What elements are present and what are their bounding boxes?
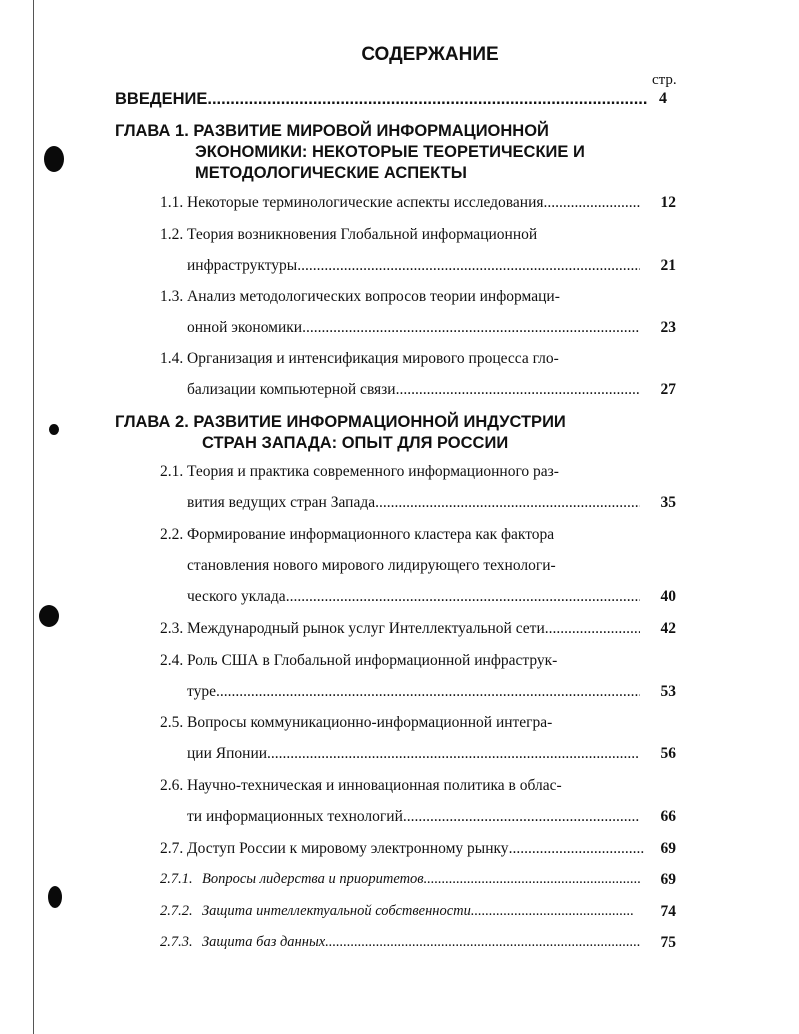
dot-leader xyxy=(286,588,640,606)
section-number: 2.7.1. xyxy=(160,871,193,887)
section-number: 1.4. xyxy=(160,350,184,367)
toc-entry-1-3[interactable] xyxy=(160,288,676,340)
dot-leader xyxy=(396,381,640,399)
chapter-heading-line: ЭКОНОМИКИ: НЕКОТОРЫЕ ТЕОРЕТИЧЕСКИЕ И xyxy=(195,143,585,161)
section-title: Анализ методологических вопросов теории информаци- xyxy=(187,288,560,305)
chapter-heading-line: ГЛАВА 1. РАЗВИТИЕ МИРОВОЙ ИНФОРМАЦИОННОЙ xyxy=(115,122,549,140)
section-title: Научно-техническая и инновационная политика в облас- xyxy=(187,777,562,794)
section-number: 1.3. xyxy=(160,288,184,305)
dot-leader xyxy=(297,257,640,275)
dot-leader xyxy=(325,934,640,951)
section-title-continued: онной экономики xyxy=(187,319,303,336)
section-number: 2.7.2. xyxy=(160,903,193,919)
toc-entry-1-4[interactable] xyxy=(160,350,676,402)
page-number: 75 xyxy=(660,934,676,951)
chapter-heading-line: СТРАН ЗАПАДА: ОПЫТ ДЛЯ РОССИИ xyxy=(202,434,509,452)
section-title: Теория возникновения Глобальной информационной xyxy=(187,226,538,243)
section-number: 1.2. xyxy=(160,226,184,243)
chapter-1-heading[interactable] xyxy=(115,121,585,184)
section-number: 2.6. xyxy=(160,777,184,794)
page-number: 35 xyxy=(660,494,676,511)
section-title-continued: ческого уклада xyxy=(187,588,286,605)
page-title: СОДЕРЖАНИЕ xyxy=(361,44,499,65)
page-number: 27 xyxy=(660,381,676,398)
section-title-continued: инфраструктуры xyxy=(187,257,298,274)
section-title: Теория и практика современного информационного раз- xyxy=(187,463,559,480)
ink-blot xyxy=(48,886,62,908)
page-number: 40 xyxy=(660,588,676,605)
ink-blot xyxy=(49,424,59,435)
dot-leader xyxy=(403,808,640,826)
page-number: 12 xyxy=(660,194,676,211)
dot-leader xyxy=(375,494,640,512)
dot-leader xyxy=(424,871,640,888)
page-number: 74 xyxy=(660,903,676,920)
toc-entry-2-6[interactable] xyxy=(160,777,676,829)
dot-leader xyxy=(545,620,640,638)
ink-blot xyxy=(39,605,59,627)
section-title-continued: туре xyxy=(187,683,216,700)
dot-leader xyxy=(509,840,644,858)
toc-entry-1-2[interactable] xyxy=(160,226,676,278)
chapter-2-heading[interactable] xyxy=(115,412,566,454)
section-title: Некоторые терминологические аспекты исследования xyxy=(187,194,544,211)
section-title: Международный рынок услуг Интеллектуальной сети xyxy=(187,620,545,637)
toc-entry-2-1[interactable] xyxy=(160,463,676,515)
dot-leader xyxy=(544,194,640,212)
section-title: Вопросы лидерства и приоритетов xyxy=(202,871,424,887)
section-title-continued: ти информационных технологий xyxy=(187,808,403,825)
page-number: 4 xyxy=(659,90,667,107)
page-column-header: стр. xyxy=(652,72,677,88)
section-title-continued: вития ведущих стран Запада xyxy=(187,494,376,511)
section-number: 2.7. xyxy=(160,840,184,857)
toc-entry-2-5[interactable] xyxy=(160,714,676,766)
section-number: 2.4. xyxy=(160,652,184,669)
section-number: 1.1. xyxy=(160,194,184,211)
scan-edge-line xyxy=(33,0,34,1034)
page-number: 56 xyxy=(660,745,676,762)
page-number: 21 xyxy=(660,257,676,274)
ink-blot xyxy=(44,146,64,172)
page-number: 69 xyxy=(660,840,676,857)
page-number: 69 xyxy=(660,871,676,888)
dot-leader xyxy=(216,683,640,701)
section-number: 2.1. xyxy=(160,463,184,480)
entry-label: ВВЕДЕНИЕ xyxy=(115,90,208,108)
section-number: 2.3. xyxy=(160,620,184,637)
section-title: Вопросы коммуникационно-информационной интегра- xyxy=(187,714,553,731)
toc-entry-2-4[interactable] xyxy=(160,652,676,704)
chapter-heading-line: МЕТОДОЛОГИЧЕСКИЕ АСПЕКТЫ xyxy=(195,164,467,182)
dot-leader xyxy=(302,319,640,337)
section-title-continued: ции Японии xyxy=(187,745,268,762)
section-title: Защита баз данных xyxy=(202,934,326,950)
section-title: Роль США в Глобальной информационной инфраструк- xyxy=(187,652,558,669)
section-title-continued: бализации компьютерной связи xyxy=(187,381,396,398)
section-title-continued: становления нового мирового лидирующего технологи- xyxy=(187,557,556,574)
dot-leader xyxy=(267,745,640,763)
page-number: 53 xyxy=(660,683,676,700)
section-title: Организация и интенсификация мирового процесса гло- xyxy=(187,350,559,367)
page-number: 66 xyxy=(660,808,676,825)
dot-leader xyxy=(471,903,634,920)
section-title: Доступ России к мировому электронному рынку xyxy=(187,840,509,857)
page-number: 42 xyxy=(660,620,676,637)
section-number: 2.2. xyxy=(160,526,184,543)
page-number: 23 xyxy=(660,319,676,336)
section-title: Формирование информационного кластера как фактора xyxy=(187,526,555,543)
toc-entry-2-2[interactable] xyxy=(160,526,676,610)
dot-leader xyxy=(207,90,647,109)
section-number: 2.7.3. xyxy=(160,934,193,950)
section-number: 2.5. xyxy=(160,714,184,731)
chapter-heading-line: ГЛАВА 2. РАЗВИТИЕ ИНФОРМАЦИОННОЙ ИНДУСТРИИ xyxy=(115,413,566,431)
section-title: Защита интеллектуальной собственности xyxy=(202,903,471,919)
